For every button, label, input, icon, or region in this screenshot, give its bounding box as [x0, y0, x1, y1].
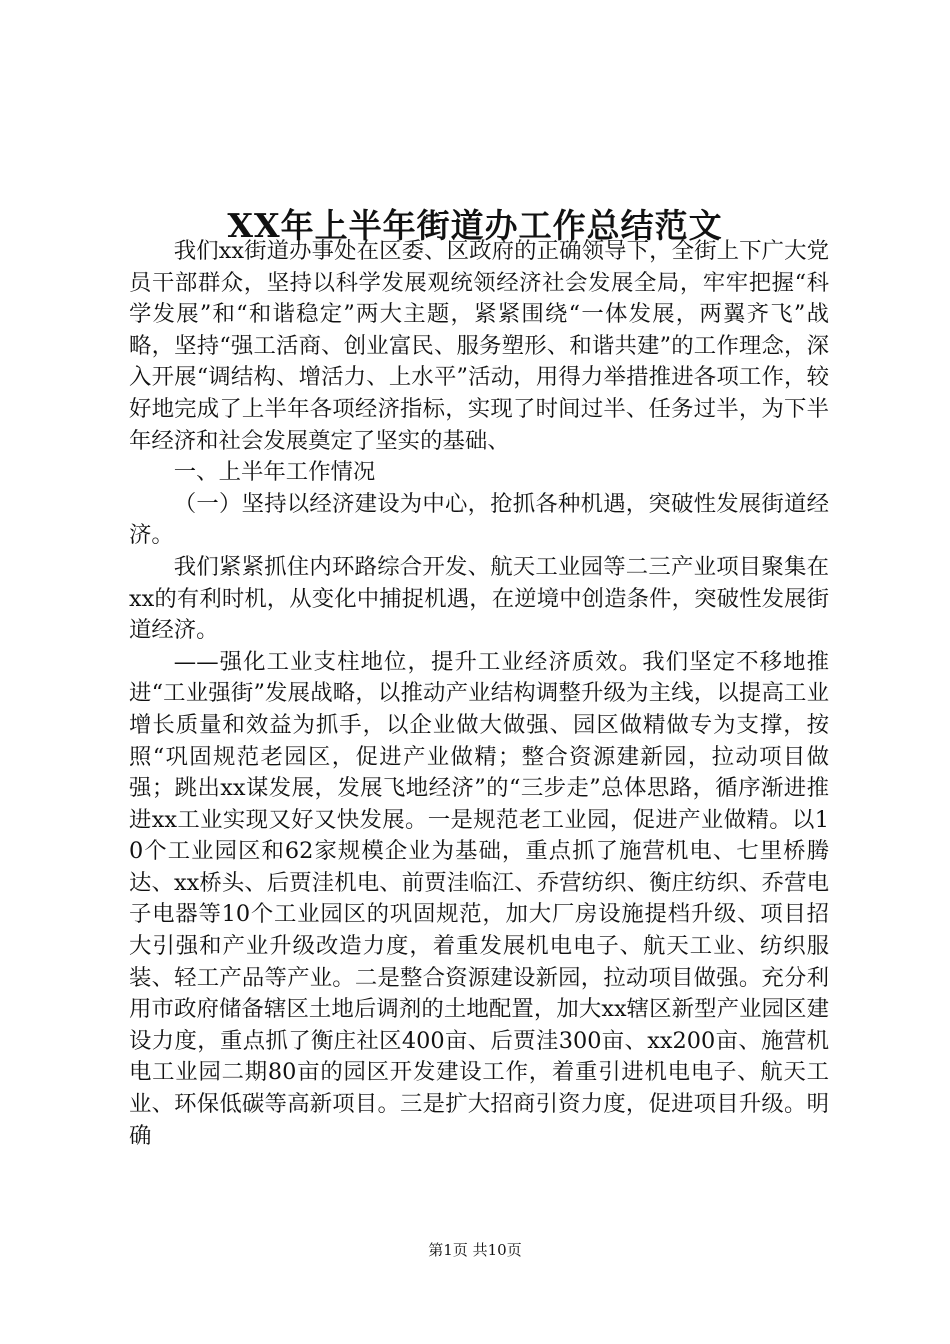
paragraph-intro: 我们xx街道办事处在区委、区政府的正确领导下，全街上下广大党员干部群众，坚持以科学发展观统领经济社会发展全局，牢牢把握“科学发展”和“和谐稳定”两大主题，紧紧围绕“一体发展，两翼齐飞”战略，坚持“强工活商、创业富民、服务塑形、和谐共建”的工作理念，深入开展“调结构、增活力、上水平”活动，用得力举措推进各项工作，较好地完成了上半年各项经济指标，实现了时间过半、任务过半，为下半年经济和社会发展奠定了坚实的基础、 — [129, 238, 829, 454]
page-footer: 第1页 共10页 — [428, 1241, 522, 1259]
document-title: XX年上半年街道办工作总结范文 — [227, 206, 723, 246]
subsection-heading: （一）坚持以经济建设为中心，抢抓各种机遇，突破性发展街道经济。 — [129, 490, 829, 549]
paragraph: 我们紧紧抓住内环路综合开发、航天工业园等二三产业项目聚集在xx的有利时机，从变化中捕捉机遇，在逆境中创造条件，突破性发展街道经济。 — [129, 553, 829, 644]
paragraph: ——强化工业支柱地位，提升工业经济质效。我们坚定不移地推进“工业强街”发展战略，以推动产业结构调整升级为主线，以提高工业增长质量和效益为抓手，以企业做大做强、园区做精做专为支撑，按照“巩固规范老园区，促进产业做精；整合资源建新园，拉动项目做强；跳出xx谋发展，发展飞地经济”的“三步走”总体思路，循序渐进推进xx工业实现又好又快发展。一是规范老工业园，促进产业做精。以10个工业园区和62家规模企业为基础，重点抓了施营机电、七里桥腾达、xx桥头、后贾洼机电、前贾洼临江、乔营纺织、衡庄纺织、乔营电子电器等10个工业园区的巩固规范，加大厂房设施提档升级、项目招大引强和产业升级改造力度，着重发展机电电子、航天工业、纺织服装、轻工产品等产业。二是整合资源建设新园，拉动项目做强。充分利用市政府储备辖区土地后调剂的土地配置，加大xx辖区新型产业园区建设力度，重点抓了衡庄社区400亩、后贾洼300亩、xx200亩、施营机电工业园二期80亩的园区开发建设工作，着重引进机电电子、航天工业、环保低碳等高新项目。三是扩大招商引资力度，促进项目升级。明确 — [129, 648, 829, 1149]
section-heading: 一、上半年工作情况 — [173, 459, 376, 486]
document-body — [129, 236, 829, 1152]
